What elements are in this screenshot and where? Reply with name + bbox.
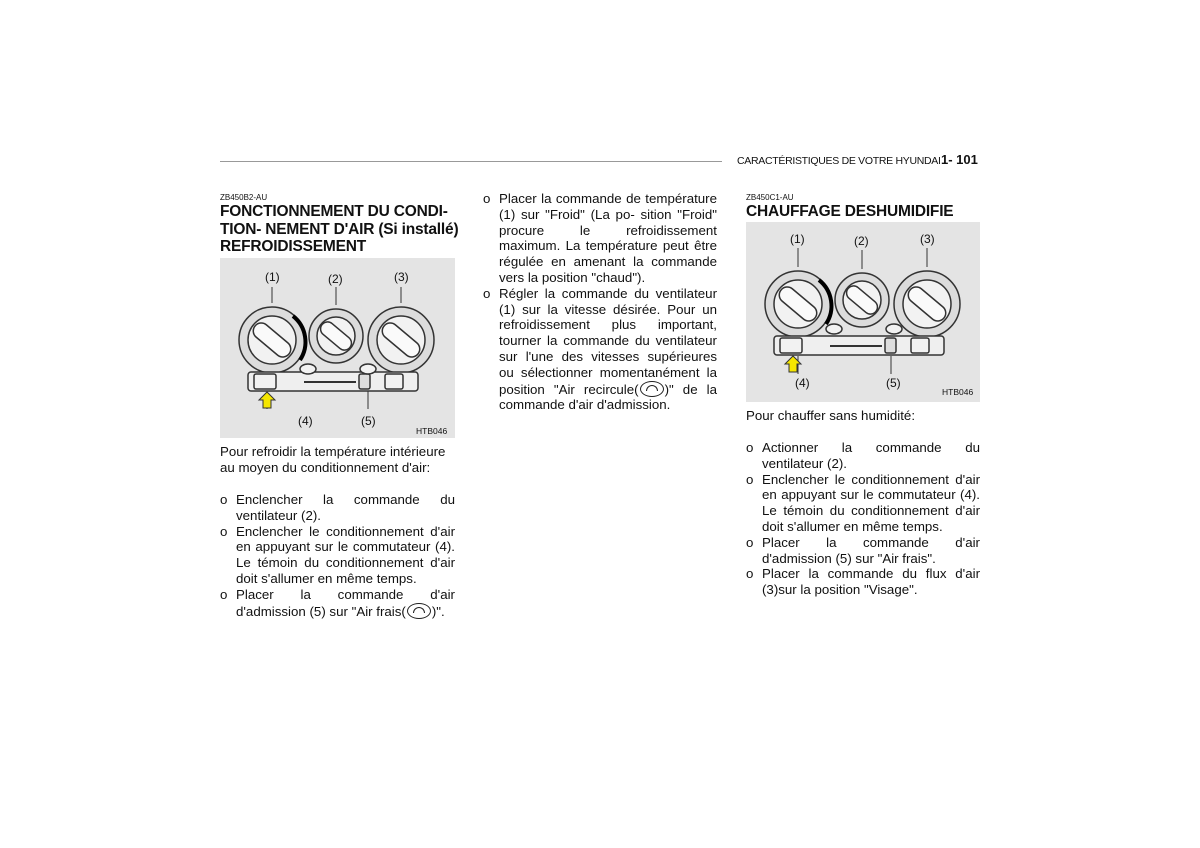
item-text: Enclencher le conditionnement d'air en appuyant sur le commutateur (4). Le témoin du conditionnement d'air doit s'allumer en même temps. bbox=[762, 471, 980, 534]
figure-label: (1) bbox=[790, 232, 805, 246]
title-line: FONCTIONNEMENT DU CONDI- bbox=[220, 203, 448, 220]
list-item bbox=[220, 587, 455, 620]
item-text: Enclencher la commande du ventilateur (2). bbox=[236, 492, 455, 523]
item-text: Actionner la commande du ventilateur (2). bbox=[762, 440, 980, 471]
figure-label: (5) bbox=[361, 414, 376, 428]
fresh-air-icon bbox=[407, 603, 431, 619]
yellow-arrow-icon bbox=[785, 356, 801, 372]
bullet: o bbox=[220, 586, 228, 602]
section-title: CHAUFFAGE DESHUMIDIFIE bbox=[746, 203, 954, 220]
list-item bbox=[483, 191, 717, 286]
header-rule bbox=[220, 161, 722, 162]
title-line: TION- NEMENT D'AIR (Si installé) bbox=[220, 220, 459, 238]
bullet: o bbox=[746, 440, 754, 455]
instruction-list bbox=[746, 440, 980, 598]
list-item bbox=[220, 492, 455, 524]
figure-label: (2) bbox=[854, 234, 869, 248]
figure-label: (4) bbox=[298, 414, 313, 428]
bullet: o bbox=[746, 566, 754, 582]
bullet: o bbox=[220, 492, 228, 507]
intro-paragraph: Pour refroidir la température intérieure au moyen du conditionnement d'air: bbox=[220, 444, 446, 475]
figure-label: (4) bbox=[795, 376, 810, 390]
hvac-figure bbox=[220, 258, 455, 438]
list-item bbox=[220, 524, 455, 587]
figure-label: (5) bbox=[886, 376, 901, 390]
instruction-list bbox=[220, 492, 455, 619]
figure-code: HTB046 bbox=[942, 387, 974, 397]
instruction-list bbox=[483, 191, 717, 413]
list-item bbox=[746, 440, 980, 472]
item-text-suffix: )". bbox=[431, 603, 445, 619]
figure-label: (2) bbox=[328, 272, 343, 286]
item-text: Enclencher le conditionnement d'air en appuyant sur le commutateur (4). Le témoin du conditionnement d'air doit s'allumer en même temps. bbox=[236, 523, 455, 586]
bullet: o bbox=[483, 285, 491, 301]
bullet: o bbox=[746, 534, 754, 550]
hvac-control-panel-illustration bbox=[746, 222, 980, 402]
figure-code: HTB046 bbox=[416, 426, 448, 436]
bullet: o bbox=[483, 191, 491, 206]
figure-label: (3) bbox=[394, 270, 409, 284]
section-title bbox=[220, 203, 460, 256]
item-text: Placer la commande d'air d'admission (5) sur "Air frais". bbox=[762, 534, 980, 566]
running-header: CARACTÉRISTIQUES DE VOTRE HYUNDAI bbox=[737, 155, 941, 167]
item-text-suffix: )" de la commande d'air d'admission. bbox=[499, 381, 717, 413]
figure-label: (1) bbox=[265, 270, 280, 284]
yellow-arrow-icon bbox=[259, 392, 275, 408]
item-text: Placer la commande du flux d'air (3)sur la position "Visage". bbox=[762, 566, 980, 598]
item-text: Régler la commande du ventilateur (1) sur la vitesse désirée. Pour un refroidissement plus important, tourner la commande du ventilateur sur l'une des vitesses supérieures ou sélectionner momentanément la position "Air recircule( bbox=[499, 285, 717, 397]
hvac-figure bbox=[746, 222, 980, 402]
item-text: Placer la commande de température (1) sur "Froid" (La po- sition "Froid" procure le refroidissement maximum. La température peut être régulée en amenant la commande vers la position "chaud"). bbox=[499, 191, 717, 285]
bullet: o bbox=[220, 523, 228, 539]
list-item bbox=[746, 535, 980, 567]
section-code: ZB450B2-AU bbox=[220, 193, 268, 202]
list-item bbox=[746, 566, 980, 598]
list-item bbox=[483, 286, 717, 413]
title-line: REFROIDISSEMENT bbox=[220, 238, 366, 255]
item-text: Placer la commande d'air d'admission (5) sur "Air frais( bbox=[236, 586, 455, 619]
bullet: o bbox=[746, 471, 754, 487]
intro-paragraph: Pour chauffer sans humidité: bbox=[746, 408, 916, 423]
page-number: 1- 101 bbox=[941, 152, 978, 167]
section-code: ZB450C1-AU bbox=[746, 193, 794, 202]
list-item bbox=[746, 472, 980, 535]
air-recirculate-icon bbox=[640, 381, 664, 397]
figure-label: (3) bbox=[920, 232, 935, 246]
